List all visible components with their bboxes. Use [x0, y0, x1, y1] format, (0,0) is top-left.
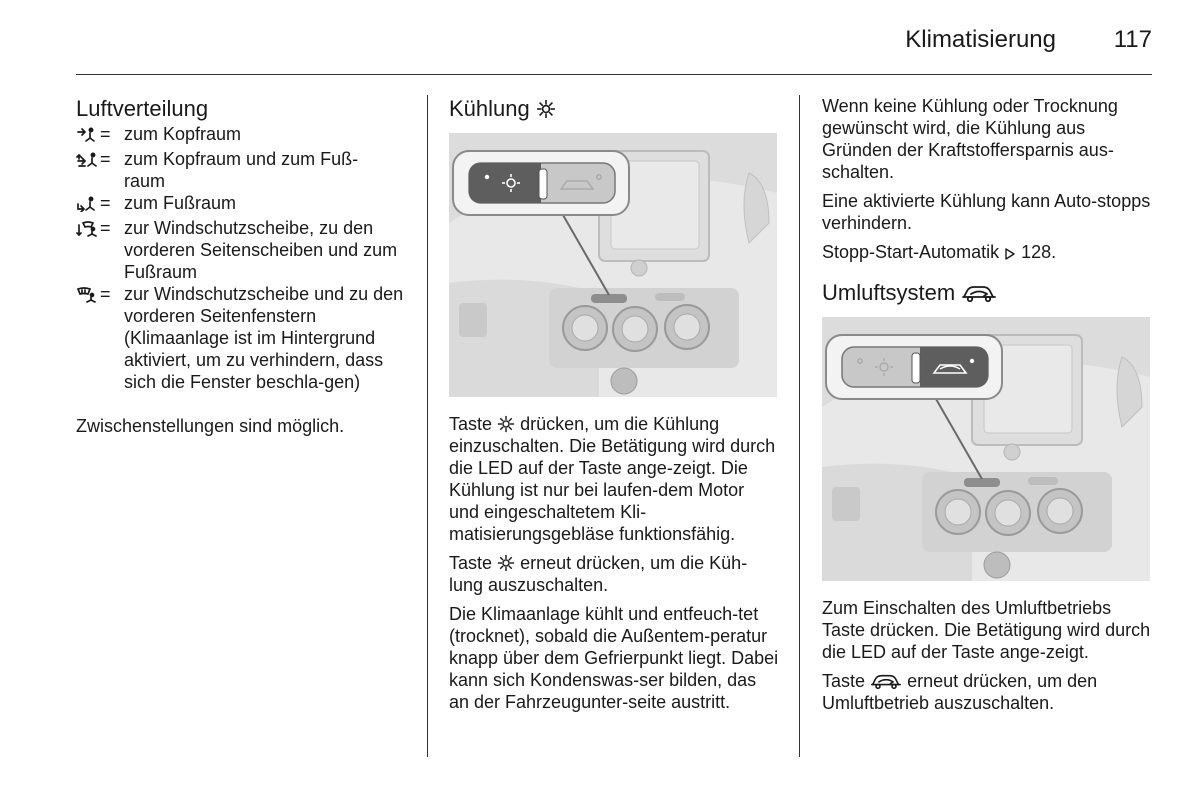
snowflake-icon	[536, 99, 556, 119]
legend-item: = zur Windschutzscheibe und zu den vorderen Seitenfenstern (Klimaanlage ist im Hintergrund aktiviert, um zu verhindern, dass sich die Fenster beschla-gen)	[76, 283, 406, 393]
legend-item: = zum Fußraum	[76, 192, 406, 217]
page-header-title: Klimatisierung	[905, 26, 1056, 53]
recirculation-icon	[961, 283, 997, 303]
section-heading-recirculation: Umluftsystem	[822, 279, 1152, 307]
column-cooling	[449, 95, 779, 720]
vent-head-foot-icon	[76, 148, 100, 173]
section-heading-cooling: Kühlung	[449, 95, 779, 123]
column-divider-left	[427, 95, 428, 757]
paragraph-cooling-on: Taste drücken, um die Kühlung einzuschalten. Die Betätigung wird durch die LED auf der Taste ange-zeigt. Die Kühlung ist nur bei laufen-dem Motor und eingeschaltetem Kli-matisierungsgebläse funktionsfähig.	[449, 414, 776, 544]
cooling-button-illustration	[449, 133, 777, 397]
paragraph-dehumidify: Die Klimaanlage kühlt und entfeuch-tet (trocknet), sobald die Außentem-peratur knapp über dem Gefrierpunkt liegt. Dabei kann sich Kondenswas-ser bilden, das an der Fahrzeugunter-seite austritt.	[449, 604, 779, 712]
recirculation-icon	[870, 672, 902, 690]
snowflake-icon	[497, 415, 515, 433]
paragraph-autostop: Eine aktivierte Kühlung kann Auto-stopps verhindern.	[822, 191, 1151, 233]
paragraph-recirculation-on: Zum Einschalten des Umluftbetriebs Taste drücken. Die Betätigung wird durch die LED auf der Taste ange-zeigt.	[822, 598, 1151, 662]
vent-windscreen-foot-icon	[76, 217, 100, 242]
note-intermediate-positions: Zwischenstellungen sind möglich.	[76, 416, 345, 436]
column-recirculation	[822, 95, 1152, 721]
legend-list	[76, 123, 406, 393]
legend-item: = zum Kopfraum	[76, 123, 406, 148]
paragraph-fuel-saving: Wenn keine Kühlung oder Trocknung gewünscht wird, die Kühlung aus Gründen der Kraftstoffersparnis aus-schalten.	[822, 96, 1118, 182]
column-air-distribution	[76, 95, 406, 444]
page-number: 117	[1113, 26, 1152, 53]
section-heading-air-distribution: Luftverteilung	[76, 96, 209, 121]
vent-windscreen-icon	[76, 283, 100, 308]
recirculation-button-illustration	[822, 317, 1150, 581]
paragraph-cooling-off: Taste erneut drücken, um die Küh-lung auszuschalten.	[449, 553, 748, 595]
vent-head-icon	[76, 123, 100, 148]
snowflake-icon	[497, 554, 515, 572]
paragraph-recirculation-off: Taste erneut drücken, um den Umluftbetrieb auszuschalten.	[822, 671, 1098, 713]
cross-reference-arrow-icon	[1004, 247, 1016, 261]
cross-reference-stop-start: Stopp-Start-Automatik 128.	[822, 242, 1057, 262]
legend-item: = zum Kopfraum und zum Fuß-raum	[76, 148, 406, 192]
column-divider-right	[799, 95, 800, 757]
legend-item: = zur Windschutzscheibe, zu den vorderen Seitenscheiben und zum Fußraum	[76, 217, 406, 283]
vent-foot-icon	[76, 192, 100, 217]
header-rule	[76, 74, 1152, 75]
